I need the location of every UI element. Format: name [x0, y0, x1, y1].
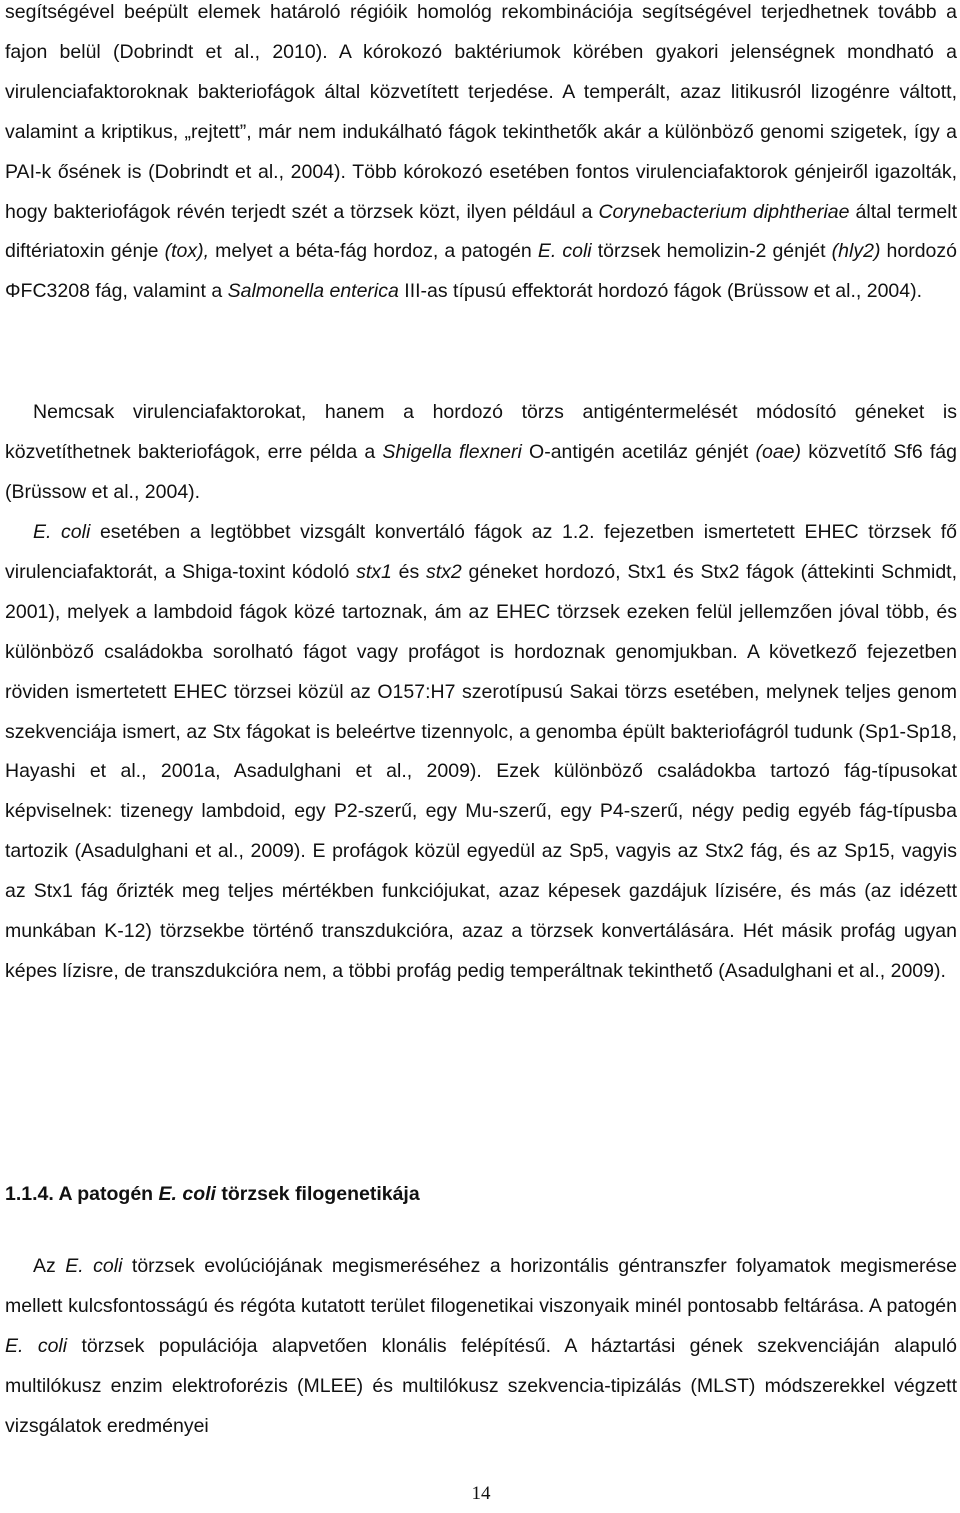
species-name: E. coli [33, 521, 91, 543]
text-run: törzsek evolúciójának megismeréséhez a horizontális géntranszfer folyamatok megismerése mellett kulcsfontosságú és régóta kutatott terület filogenetikai viszonyaik minél pontosabb feltárása. A patogén [5, 1255, 957, 1317]
paragraph-converting-phages [5, 513, 957, 992]
gene-name: (hly2) [831, 240, 881, 263]
text-run: melyet a béta-fág hordoz, a patogén [209, 240, 538, 263]
species-name: Salmonella enterica [227, 280, 399, 303]
text-run: közvetítő Sf6 fág (Brüssow et al., 2004). [5, 440, 957, 503]
section-heading [5, 1176, 420, 1212]
text-run: és [391, 560, 427, 583]
species-name: Shigella flexneri [382, 440, 522, 463]
text-run: törzsek hemolizin-2 génjét [591, 240, 832, 263]
species-name: E. coli [537, 240, 592, 263]
text-run: esetében a legtöbbet vizsgált konvertáló fágok az 1.2. fejezetben ismertetett EHEC törzsek fő virulenciafaktorát, a Shiga-toxint kódoló [5, 521, 957, 583]
species-name: E. coli [158, 1183, 216, 1205]
paragraph-antigen-genes [5, 393, 957, 513]
gene-name: stx2 [426, 560, 462, 583]
text-run: III-as típusú effektorát hordozó fágok (Brüssow et al., 2004). [398, 280, 923, 303]
text-run: törzsek populációja alapvetően klonális felépítésű. A háztartási gének szekvenciáján alapuló multilókusz enzim elektroforézis (MLEE) és multilókusz szekvencia-tipizálás (MLST) módszerekkel végzett vizsgálatok eredményei [5, 1334, 957, 1437]
paragraph-phylogenetics [5, 1247, 957, 1447]
text-run: O-antigén acetiláz génjét [521, 440, 756, 463]
heading-text: 1.1.4. A patogén [5, 1183, 159, 1205]
heading-text: törzsek filogenetikája [215, 1183, 420, 1205]
page-number: 14 [471, 1483, 491, 1504]
text-run: géneket hordozó, Stx1 és Stx2 fágok (áttekinti Schmidt, 2001), melyek a lambdoid fágok közé tartoznak, ám az EHEC törzsek ezeken felül jellemzően jóval több, és különböző családokba sorolható fágot vagy profágot is hordoznak genomjukban. A következő fejezetben röviden ismertetett EHEC törzsei közül az O157:H7 szerotípusú Sakai törzs esetében, melynek teljes genom szekvenciája ismert, az Stx fágokat is beleértve tizennyolc, a genomba épült bakteriofágról tudunk (Sp1-Sp18, Hayashi et al., 2001a, Asadulghani et al., 2009). Ezek különböző családokba tartozó fág-típusokat képviselnek: tizenegy lambdoid, egy P2-szerű, egy Mu-szerű, egy P4-szerű, négy pedig egyéb fág-típusba tartozik (Asadulghani et al., 2009). E profágok közül egyedül az Sp5, vagyis az Stx2 fág, és az Sp15, vagyis az Stx1 fág őrizték meg teljes mértékben funkciójukat, azaz képesek gazdájuk lízisére, és más (az idézett munkában K-12) törzsekbe történő transzdukcióra, azaz a törzsek konvertálására. Hét másik profág ugyan képes lízisre, de transzdukcióra nem, a többi profág pedig temperáltnak tekinthető (Asadulghani et al., 2009). [5, 560, 957, 982]
species-name: Corynebacterium diphtheriae [598, 200, 850, 223]
text-run: által termelt diftériatoxin génje [5, 200, 957, 263]
text-run: Nemcsak virulenciafaktorokat, hanem a hordozó törzs antigéntermelését módosító géneket is közvetíthetnek bakteriofágok, erre példa a [5, 401, 957, 463]
species-name: E. coli [5, 1334, 68, 1357]
gene-name: stx1 [356, 560, 392, 583]
gene-name: (tox), [164, 240, 210, 263]
text-run: segítségével beépült elemek határoló régióik homológ rekombinációja segítségével terjedhetnek tovább a fajon belül (Dobrindt et al., 2010). A kórokozó baktériumok körében gyakori jelenségnek mondható a virulenciafaktoroknak bakteriofágok által közvetített terjedése. A temperált, azaz litikusról lizogénre váltott, valamint a kriptikus, „rejtett”, már nem indukálható fágok tekinthetők akár a különböző genomi szigetek, így a PAI-k ősének is (Dobrindt et al., 2004). Több kórokozó esetében fontos virulenciafaktorok génjeiről igazolták, hogy bakteriofágok révén terjedt szét a törzsek közt, ilyen például a [5, 1, 957, 223]
document-page [5, 0, 957, 1513]
text-run: hordozó ΦFC3208 fág, valamint a [5, 240, 957, 303]
species-name: E. coli [65, 1255, 123, 1277]
paragraph-phage-virulence [5, 0, 957, 312]
text-run: Az [33, 1255, 66, 1277]
gene-name: (oae) [755, 440, 802, 463]
